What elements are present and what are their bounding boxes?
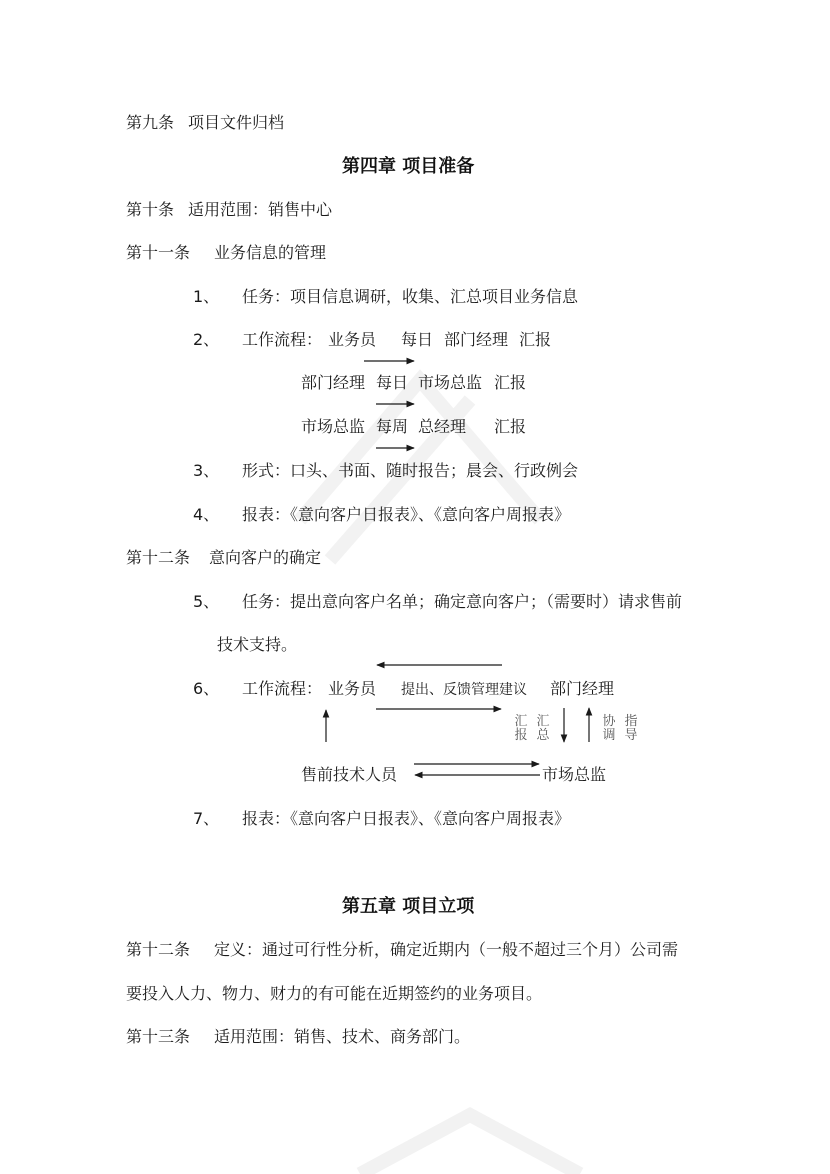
diagram-down-label-1: 汇报 [514,714,528,743]
item-3-number: 3、 [193,461,220,480]
flow-3-from: 市场总监 [301,417,366,436]
article-12b-text: 定义：通过可行性分析，确定近期内（一般不超过三个月）公司需 [214,940,679,959]
article-9-number: 第九条 [126,113,175,132]
item-6-label: 工作流程： [242,679,323,698]
article-13-text: 适用范围：销售、技术、商务部门。 [214,1027,471,1046]
article-12b-number: 第十二条 [126,940,191,959]
flow-3-freq: 每周 [376,417,409,436]
diagram-salesperson: 业务员 [328,679,377,698]
flow-1-action: 汇报 [519,330,552,349]
flow-1-from: 业务员 [328,330,377,349]
diagram-dept-manager: 部门经理 [550,679,615,698]
flow-2-from: 部门经理 [301,373,366,392]
article-10-text: 适用范围：销售中心 [188,200,333,219]
item-5-number: 5、 [193,592,220,611]
item-1-text: 任务：项目信息调研，收集、汇总项目业务信息 [242,287,579,306]
flow-1-to: 部门经理 [444,330,509,349]
item-1-number: 1、 [193,287,220,306]
chapter-4-title: 第四章 项目准备 [342,156,475,177]
article-12a-number: 第十二条 [126,548,191,567]
diagram-presales: 售前技术人员 [301,765,398,784]
flow-1-freq: 每日 [401,330,434,349]
item-5-text: 任务：提出意向客户名单；确定意向客户；（需要时）请求售前 [242,592,683,611]
article-11-number: 第十一条 [126,243,191,262]
flow-2-freq: 每日 [376,373,409,392]
article-10-number: 第十条 [126,200,175,219]
article-12a-text: 意向客户的确定 [209,548,322,567]
item-4-text: 报表：《意向客户日报表》、《意向客户周报表》 [242,505,571,524]
item-7-number: 7、 [193,809,220,828]
flow-3-action: 汇报 [494,417,527,436]
item-2-number: 2、 [193,330,220,349]
item-6-number: 6、 [193,679,220,698]
diagram-market-director: 市场总监 [542,765,607,784]
item-2-label: 工作流程： [242,330,323,349]
article-13-number: 第十三条 [126,1027,191,1046]
diagram-up-label-2: 指导 [624,714,638,743]
flow-2-action: 汇报 [494,373,527,392]
flow-2-to: 市场总监 [418,373,483,392]
diagram-middle-label: 提出、反馈管理建议 [401,682,527,698]
item-5-continuation: 技术支持。 [217,635,298,654]
item-3-text: 形式：口头、书面、随时报告；晨会、行政例会 [242,461,579,480]
diagram-up-label-1: 协调 [602,714,616,743]
article-12b-continuation: 要投入人力、物力、财力的有可能在近期签约的业务项目。 [126,984,543,1003]
flow-3-to: 总经理 [418,417,467,436]
item-7-text: 报表：《意向客户日报表》、《意向客户周报表》 [242,809,571,828]
chapter-5-title: 第五章 项目立项 [342,896,475,917]
article-9-text: 项目文件归档 [188,113,285,132]
diagram-down-label-2: 汇总 [536,714,550,743]
article-11-text: 业务信息的管理 [214,243,327,262]
item-4-number: 4、 [193,505,220,524]
